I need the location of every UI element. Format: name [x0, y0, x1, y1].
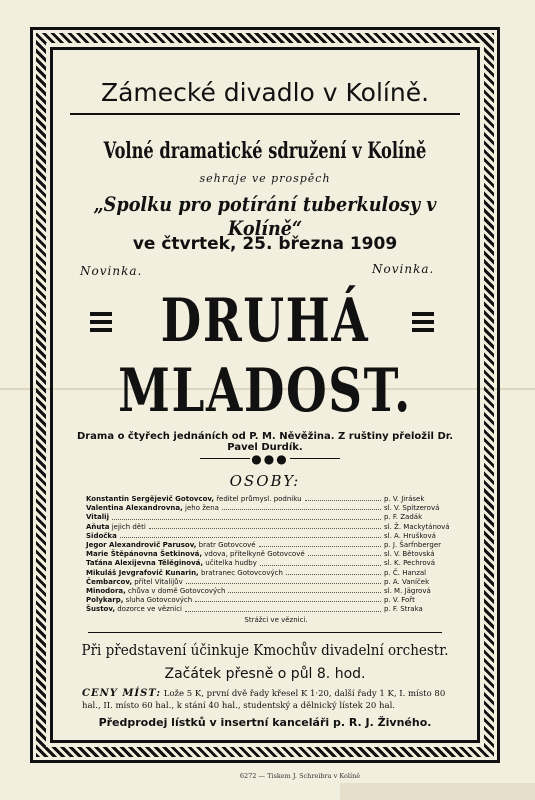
theatre-name: Zámecké divadlo v Kolíně. — [100, 78, 430, 107]
torn-edge — [340, 783, 535, 800]
character-name: Šustov, — [86, 605, 115, 614]
cast-row — [86, 578, 466, 587]
orchestra-note: Při představení účinkuje Kmochův divadelní orchestr. — [81, 641, 449, 659]
character-name: Mikuláš Jevgrafovič Kunarin, — [86, 568, 199, 577]
divider — [290, 458, 340, 459]
character-name: Minodora, — [86, 587, 126, 596]
cast-row — [86, 504, 466, 513]
cast-row — [86, 605, 466, 614]
character-desc: chůva v domě Gotovcových — [128, 587, 226, 596]
character-desc: jeho žena — [185, 504, 219, 513]
cast-list — [86, 495, 466, 625]
character-name: Taťána Alexijevna Tělěginová, — [86, 559, 204, 568]
character-name: Aňuta — [86, 522, 110, 531]
character-desc: ředitel průmysl. podniku — [216, 495, 302, 503]
character-desc: vdova, přítelkyně Gotovcové — [204, 550, 305, 559]
start-time: Začátek přesně o půl 8. hod. — [164, 666, 366, 682]
cast-row — [86, 495, 466, 504]
guards-note: Strážci ve věznici. — [244, 615, 308, 624]
actor-name: sl. V. Spitzerová — [384, 504, 440, 513]
actor-name: p. J. Šarfnberger — [384, 541, 442, 550]
character-name: Čembarcov, — [86, 577, 132, 586]
play-title-line2: MLADOST. — [118, 356, 412, 426]
cast-row — [86, 513, 466, 522]
character-desc: přítel Vitalijův — [134, 577, 183, 586]
actor-name: p. Č. Hanzal — [384, 568, 427, 577]
actor-name: p. V. Fořt — [384, 596, 415, 605]
performance-date: ve čtvrtek, 25. března 1909 — [132, 234, 398, 254]
cast-row — [86, 559, 466, 568]
character-name: Vitalij — [86, 513, 109, 522]
sehraje-text: sehraje ve prospěch — [199, 172, 331, 185]
character-desc: dozorce ve věznici — [117, 605, 182, 614]
actor-name: p. F. Straka — [384, 605, 423, 614]
character-name: Jegor Alexandrovič Parusov, — [86, 541, 197, 550]
novinka-right: Novinka. — [372, 262, 435, 276]
association-name: Volné dramatické sdružení v Kolíně — [103, 138, 427, 164]
printer-line: 6272 — Tiskem J. Schreibra v Kolíně — [239, 772, 361, 780]
character-desc: bratranec Gotovcových — [200, 568, 283, 577]
ticket-prices — [82, 688, 462, 712]
divider — [88, 632, 442, 633]
prices-label: CENY MÍST: — [82, 688, 162, 699]
novinka-left: Novinka. — [80, 264, 143, 278]
beneficiary-name: „Spolku pro potírání tuberkulosy v Kolíně“ — [93, 192, 437, 240]
actor-name: sl. V. Bětovská — [384, 550, 435, 559]
actor-name: p. A. Vaníček — [384, 577, 430, 586]
character-desc: učitelka hudby — [205, 559, 257, 568]
dots-ornament: ●●● — [251, 452, 289, 466]
actor-name: sl. A. Hrušková — [384, 531, 436, 540]
actor-name: sl. Ž. Mackytánová — [384, 522, 450, 531]
cast-row — [86, 532, 466, 541]
divider — [70, 113, 460, 115]
character-desc: jejich děti — [111, 522, 146, 531]
cast-row — [86, 541, 466, 550]
play-title-line1: DRUHÁ — [160, 286, 370, 356]
cast-heading: OSOBY: — [229, 472, 301, 490]
character-name: Polykarp, — [86, 596, 124, 605]
presale-note: Předprodej lístků v insertní kanceláři p. R. J. Živného. — [98, 716, 432, 729]
divider — [200, 458, 250, 459]
actor-name: p. V. Jirásek — [384, 495, 425, 503]
actor-name: sl. K. Pechrová — [384, 559, 436, 568]
cast-row — [86, 569, 466, 578]
drama-info: Drama o čtyřech jednáních od P. M. Něvěžina. Z ruštiny přeložil Dr. Pavel Durdík. — [76, 431, 454, 453]
character-desc: bratr Gotovcové — [198, 541, 256, 550]
character-name: Sidočka — [86, 531, 117, 540]
character-name: Valentina Alexandrovna, — [86, 504, 183, 513]
cast-row — [86, 587, 466, 596]
character-name: Marie Štěpánovna Šetkinová, — [86, 550, 203, 559]
character-name: Konstantin Sergějevič Gotovcov, — [86, 495, 215, 503]
prices-text: Lože 5 K, první dvě řady křesel K 1·20, další řady 1 K, I. místo 80 hal., II. místo 60 hal., k stání 40 hal., studentský a dělnický lístek 20 hal. — [82, 689, 446, 711]
character-desc: sluha Gotovcových — [125, 596, 193, 605]
actor-name: p. F. Zadák — [384, 513, 423, 522]
actor-name: sl. M. Jägrová — [384, 587, 431, 596]
cast-row — [86, 523, 466, 532]
